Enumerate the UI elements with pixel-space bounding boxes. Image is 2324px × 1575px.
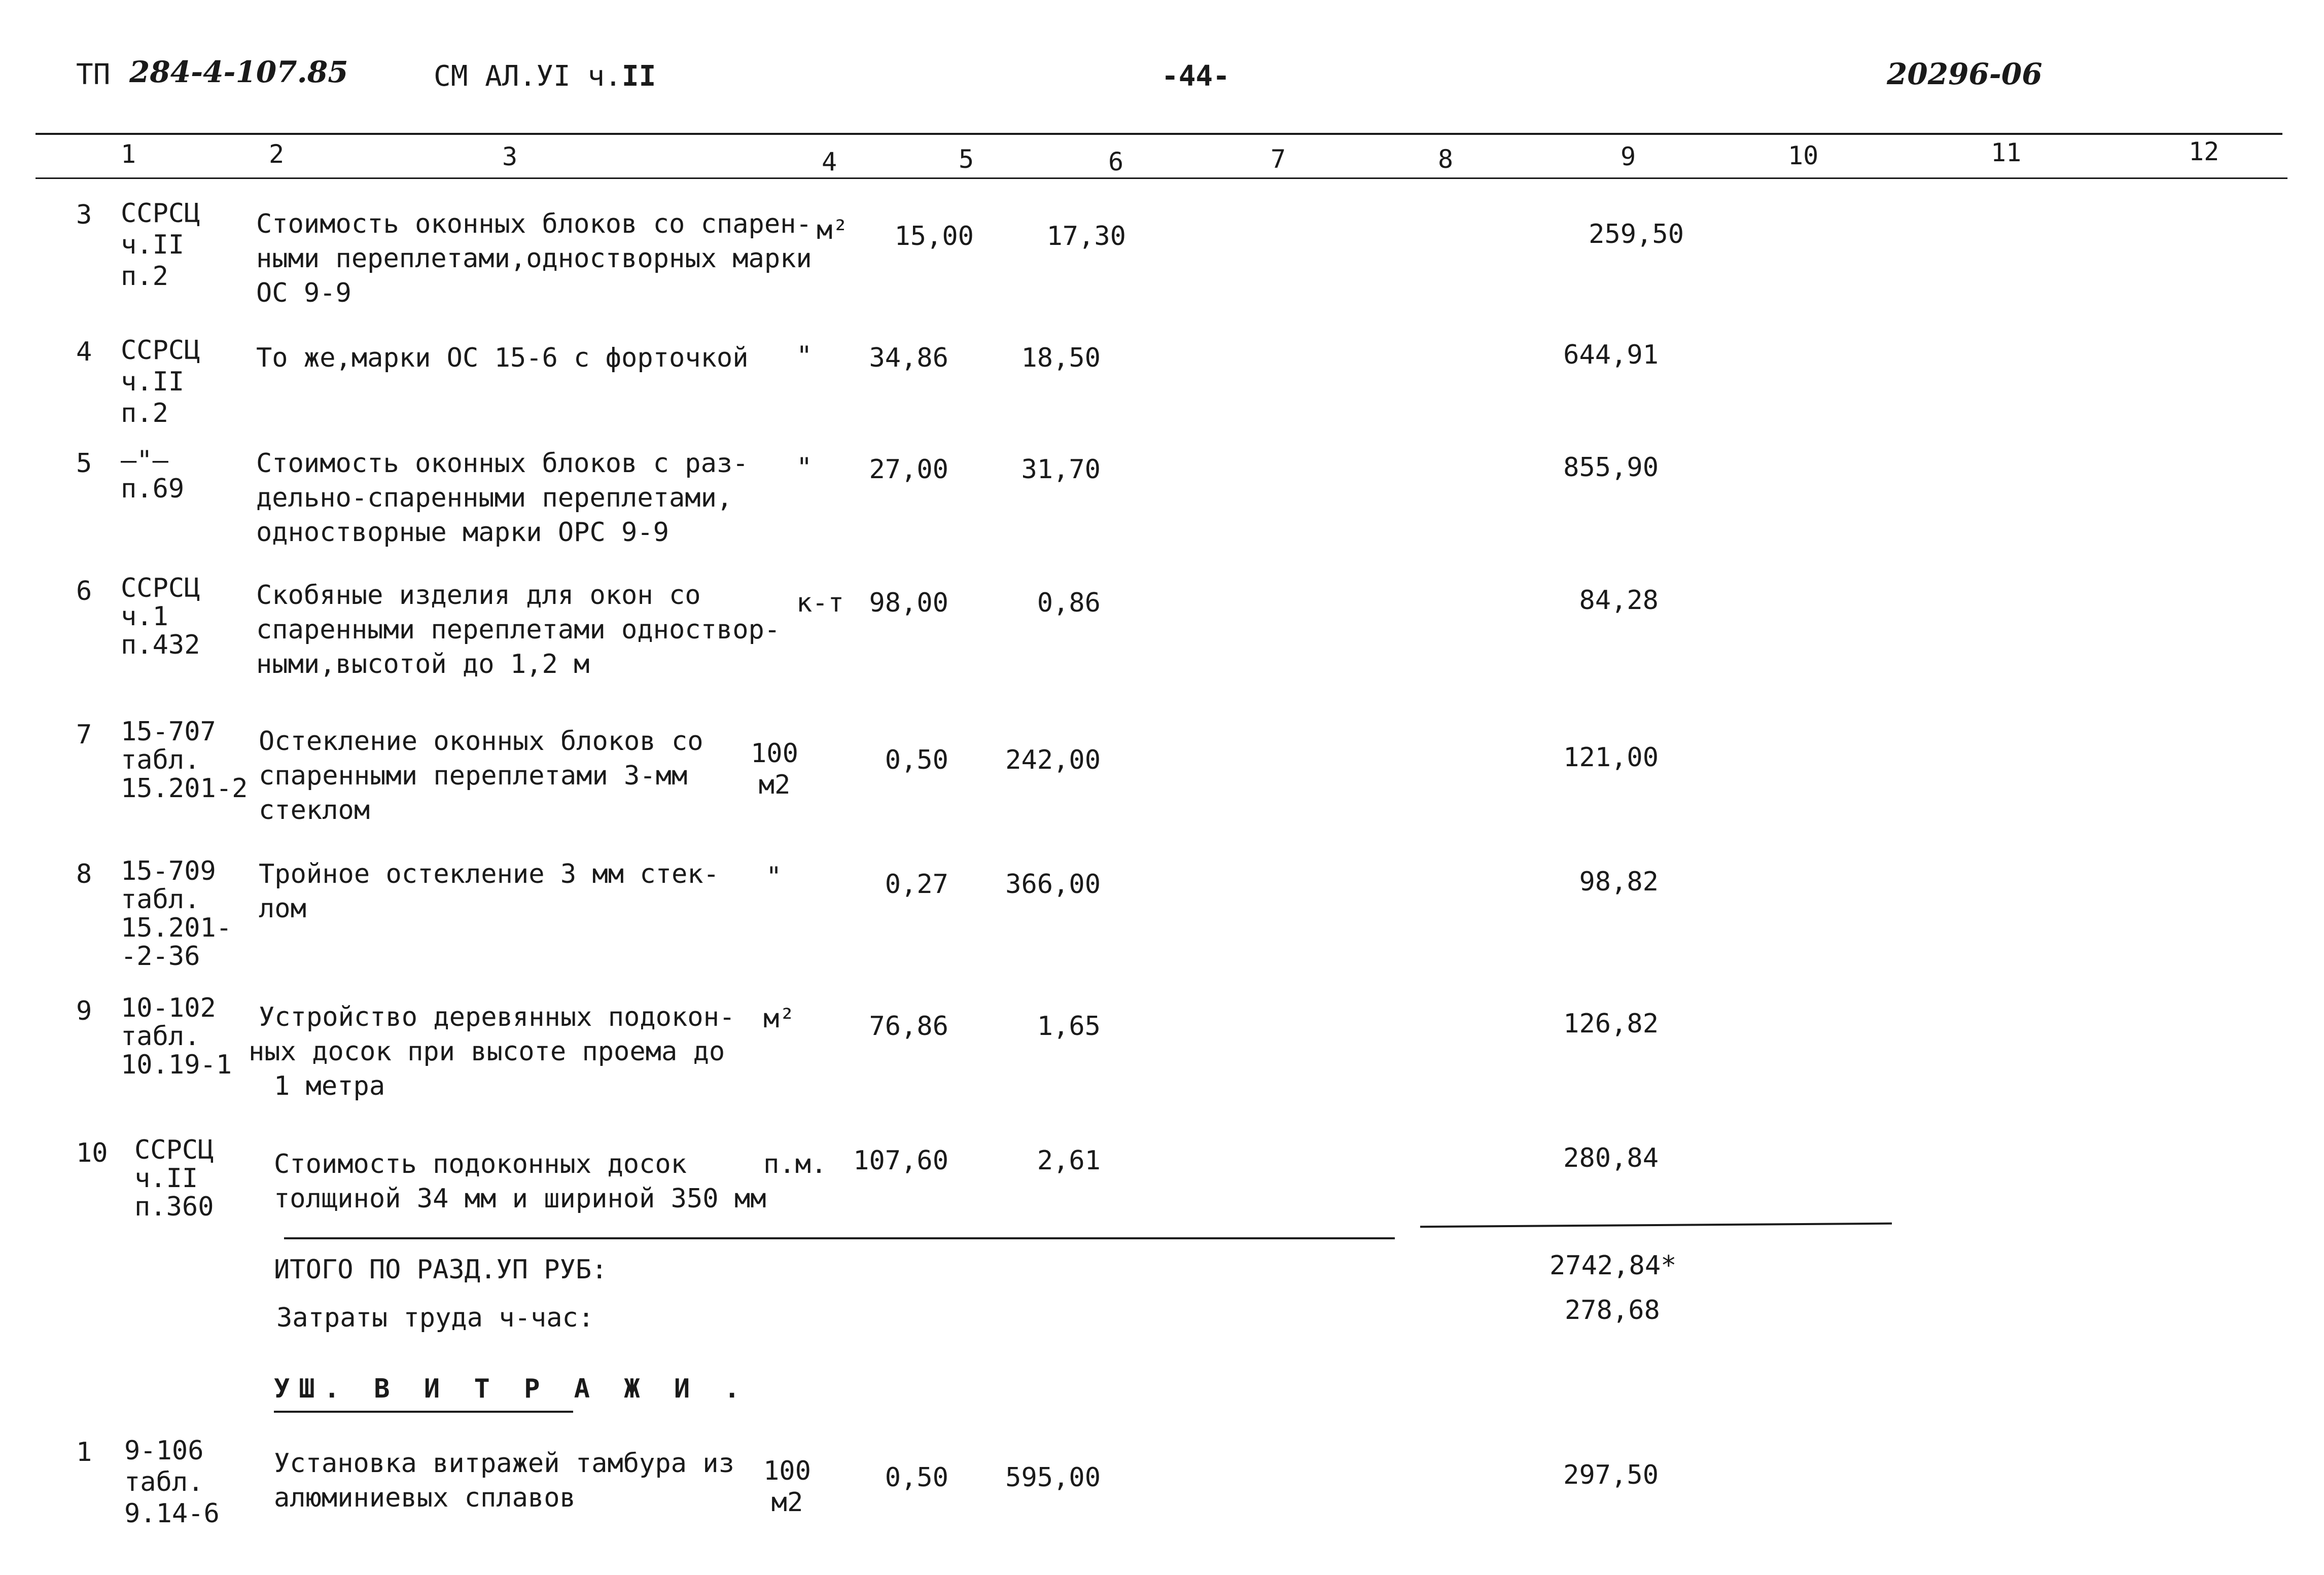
header-bottom-rule [36,177,2287,179]
row-description: То же,марки ОС 15-6 с форточкой [256,343,749,373]
doc-number: 20296-06 [1887,57,2043,91]
row-code: ССРСЦ ч.II п.2 [121,335,200,428]
row-unit-price: 17,30 [1046,221,1126,252]
row-quantity: 98,00 [869,588,948,618]
row-unit: 100 м2 [763,1456,811,1518]
row-number: 7 [76,720,92,750]
row-unit-price: 1,65 [1037,1011,1101,1042]
row-description: Скобяные изделия для окон со спаренными переплетами одноствор- ными,высотой до 1,2 м [256,580,781,679]
col-7: 7 [1271,145,1286,174]
col-8: 8 [1438,145,1454,174]
col-9: 9 [1621,142,1636,171]
row-code: —"— п.69 [121,445,185,504]
row-quantity: 34,86 [869,343,948,373]
subtotal-rule-right [1420,1223,1892,1228]
col-1: 1 [121,139,136,169]
subtotal-rule [284,1237,1395,1239]
row-number: 4 [76,337,92,367]
row-number: 6 [76,576,92,606]
row-code: 15-707 табл. 15.201-2 [121,717,248,804]
header-tp-label: ТП [76,58,111,91]
row-total: 297,50 [1563,1460,1659,1490]
col-2: 2 [269,139,285,169]
row-total: 121,00 [1563,742,1659,773]
row-unit-price: 31,70 [1021,454,1101,485]
row-unit: " [796,452,813,483]
section-title: УШ. В И Т Р А Ж И . [274,1374,749,1404]
header-album [434,60,656,93]
row-unit-price: 366,00 [1005,869,1101,900]
row-quantity: 76,86 [869,1011,948,1042]
row-number: 3 [76,200,92,230]
row-code: ССРСЦ ч.1 п.432 [121,573,200,660]
row-unit: м² [817,215,849,245]
header-top-rule [36,133,2282,135]
col-12: 12 [2189,137,2220,166]
row-quantity: 0,27 [885,869,948,900]
row-quantity: 15,00 [894,221,974,252]
row-total: 644,91 [1563,340,1659,370]
col-5: 5 [959,145,974,174]
row-code: ССРСЦ ч.II п.2 [121,198,200,292]
row-number: 8 [76,859,92,889]
row-code: 10-102 табл. 10.19-1 [121,993,232,1080]
col-11: 11 [1991,138,2022,167]
row-code: 9-106 табл. 9.14-6 [124,1436,220,1529]
row-description: Тройное остекление 3 мм стек- лом [259,859,719,924]
row-number: 1 [76,1437,92,1467]
page-number: -44- [1161,60,1230,93]
row-unit: " [766,862,782,892]
row-number: 5 [76,448,92,479]
row-unit-price: 595,00 [1005,1462,1101,1493]
total-value: 2742,84* [1550,1250,1677,1281]
row-number: 10 [76,1138,108,1168]
col-3: 3 [502,142,518,171]
row-total: 855,90 [1563,452,1659,483]
row-total: 259,50 [1589,219,1684,249]
header-album-code: СМ АЛ.УI ч. [434,60,622,93]
header-tp-number: 284-4-107.85 [129,55,348,89]
row-unit: м² [763,1004,795,1034]
row-code: ССРСЦ ч.II п.360 [134,1135,214,1222]
row-total: 98,82 [1579,867,1659,897]
row-total: 126,82 [1563,1009,1659,1039]
row-description: Установка витражей тамбура из алюминиевых сплавов [274,1448,734,1513]
row-unit-price: 2,61 [1037,1146,1101,1176]
header-album-part: II [621,60,656,93]
row-description: Остекление оконных блоков со спаренными переплетами 3-мм стеклом [259,726,703,826]
row-total: 280,84 [1563,1143,1659,1173]
row-number: 9 [76,996,92,1026]
row-quantity: 27,00 [869,454,948,485]
row-total: 84,28 [1579,585,1659,616]
row-quantity: 0,50 [885,745,948,775]
row-unit-price: 0,86 [1037,588,1101,618]
row-unit: п.м. [763,1149,827,1179]
row-quantity: 0,50 [885,1462,948,1493]
section-title-underline [274,1411,573,1413]
row-unit: 100 м2 [751,738,798,800]
col-6: 6 [1108,147,1124,176]
row-unit-price: 242,00 [1005,745,1101,775]
row-quantity: 107,60 [853,1146,948,1176]
col-4: 4 [822,147,837,176]
row-unit: к-т [796,588,844,618]
row-description: Стоимость подоконных досок толщиной 34 мм и шириной 350 мм [274,1149,766,1214]
col-10: 10 [1788,141,1819,170]
labor-label: Затраты труда ч-час: [276,1303,594,1333]
row-description: Устройство деревянных подокон- ных досок при высоте проема до 1 метра [249,1002,735,1101]
labor-value: 278,68 [1565,1295,1660,1326]
row-code: 15-709 табл. 15.201- -2-36 [121,856,232,972]
row-description: Стоимость оконных блоков с раз- дельно-спаренными переплетами, одностворные марки ОРС 9-9 [256,448,749,548]
row-unit: " [796,341,813,371]
total-label: ИТОГО ПО РАЗД.УП РУБ: [274,1255,608,1285]
row-unit-price: 18,50 [1021,343,1101,373]
row-description: Стоимость оконных блоков со спарен- ными переплетами,одностворных марки ОС 9-9 [256,209,812,308]
